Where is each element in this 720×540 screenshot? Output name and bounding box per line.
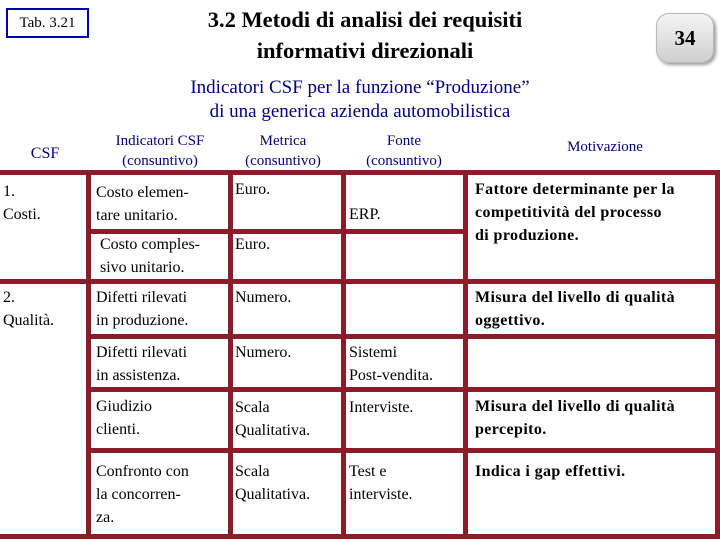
column-header-line: (consuntivo) <box>366 153 442 169</box>
cell-line: Costi. <box>3 206 41 223</box>
cell-line: Confronto con <box>96 463 189 480</box>
column-header-csf: CSF <box>30 145 60 162</box>
cell-line: Misura del livello di qualità <box>475 398 676 415</box>
cell-line: in produzione. <box>96 312 189 329</box>
row-divider <box>0 279 720 284</box>
page-title-line: 3.2 Metodi di analisi dei requisiti <box>207 7 523 32</box>
column-header-indicatori <box>90 131 230 171</box>
cell-line: Qualitativa. <box>235 422 311 439</box>
cell-line: sivo unitario. <box>100 259 185 276</box>
cell-line: in assistenza. <box>96 367 181 384</box>
cell-line: tare unitario. <box>96 207 178 224</box>
table-cell-metrica <box>235 341 291 364</box>
column-header-line: Fonte <box>386 133 422 149</box>
cell-line: Indica i gap effettivi. <box>475 463 626 480</box>
csf-group-qualita <box>3 286 54 332</box>
table-cell-metrica <box>235 396 310 442</box>
cell-line: 2. <box>3 289 15 306</box>
cell-line: za. <box>96 509 115 526</box>
page-number-badge: 34 <box>656 13 714 63</box>
table-label: Tab. 3.21 <box>6 8 89 38</box>
table-cell-metrica <box>235 286 291 309</box>
table-cell-indicatore <box>96 181 189 227</box>
table-cell-indicatore <box>96 460 189 529</box>
table-cell-motivazione <box>475 178 675 247</box>
column-header-line: Metrica <box>259 133 307 149</box>
cell-line: Difetti rilevati <box>96 344 188 361</box>
table-caption-line: di una generica azienda automobilistica <box>209 101 511 122</box>
table-cell-motivazione <box>475 286 675 332</box>
table-caption-line: Indicatori CSF per la funzione “Produzione” <box>190 77 530 98</box>
cell-line: Difetti rilevati <box>96 289 188 306</box>
column-header-line: (consuntivo) <box>122 153 198 169</box>
cell-line: 1. <box>3 183 15 200</box>
table-caption <box>60 76 660 124</box>
table-cell-indicatore <box>96 395 152 441</box>
cell-line: oggettivo. <box>475 312 546 329</box>
cell-line: competitività del processo <box>475 204 662 221</box>
table-cell-indicatore <box>96 286 188 332</box>
row-divider <box>90 448 720 453</box>
cell-line: Scala <box>235 399 270 416</box>
column-divider <box>86 170 91 539</box>
table-cell-motivazione <box>475 460 626 483</box>
cell-line: la concorren- <box>96 486 181 503</box>
table-border <box>0 170 720 175</box>
cell-line: Post-vendita. <box>349 367 433 384</box>
table-cell-metrica <box>235 178 270 201</box>
table-cell-fonte <box>349 460 413 506</box>
column-header-motivazione: Motivazione <box>567 139 643 155</box>
cell-line: percepito. <box>475 421 547 438</box>
row-divider <box>90 387 720 392</box>
cell-line: Numero. <box>235 289 292 306</box>
cell-line: Misura del livello di qualità <box>475 289 676 306</box>
cell-line: Qualità. <box>3 312 55 329</box>
table-border <box>0 534 720 539</box>
cell-line: Euro. <box>235 181 271 198</box>
table-cell-motivazione <box>475 395 675 441</box>
row-divider <box>90 334 720 339</box>
table-border <box>715 170 720 539</box>
cell-line: Giudizio <box>96 398 152 415</box>
table-cell-indicatore <box>96 341 187 387</box>
column-header-fonte <box>346 131 462 171</box>
table-cell-metrica <box>235 233 270 256</box>
column-header-line: (consuntivo) <box>245 153 321 169</box>
cell-line: Sistemi <box>349 344 398 361</box>
cell-line: Scala <box>235 463 270 480</box>
cell-line: Qualitativa. <box>235 486 311 503</box>
table-cell-fonte <box>349 341 433 387</box>
table-cell-indicatore <box>100 233 200 279</box>
table-cell-fonte <box>349 396 413 419</box>
cell-line: Costo elemen- <box>96 184 189 201</box>
column-divider <box>463 170 468 539</box>
cell-line: Test e <box>349 463 387 480</box>
cell-line: ERP. <box>349 206 381 223</box>
cell-line: Euro. <box>235 236 271 253</box>
column-divider <box>228 170 233 539</box>
column-header-metrica <box>228 131 338 171</box>
page-title-line: informativi direzionali <box>256 38 474 63</box>
table-cell-metrica <box>235 460 310 506</box>
column-header-line: Indicatori CSF <box>115 133 205 149</box>
cell-line: di produzione. <box>475 227 579 244</box>
cell-line: Costo comples- <box>100 236 200 253</box>
column-divider <box>341 170 346 539</box>
cell-line: Numero. <box>235 344 292 361</box>
csf-group-costi <box>3 180 41 226</box>
cell-line: interviste. <box>349 486 413 503</box>
cell-line: clienti. <box>96 421 140 438</box>
page-title <box>115 4 615 66</box>
cell-line: Interviste. <box>349 399 414 416</box>
table-cell-fonte <box>349 203 381 226</box>
cell-line: Fattore determinante per la <box>475 181 675 198</box>
